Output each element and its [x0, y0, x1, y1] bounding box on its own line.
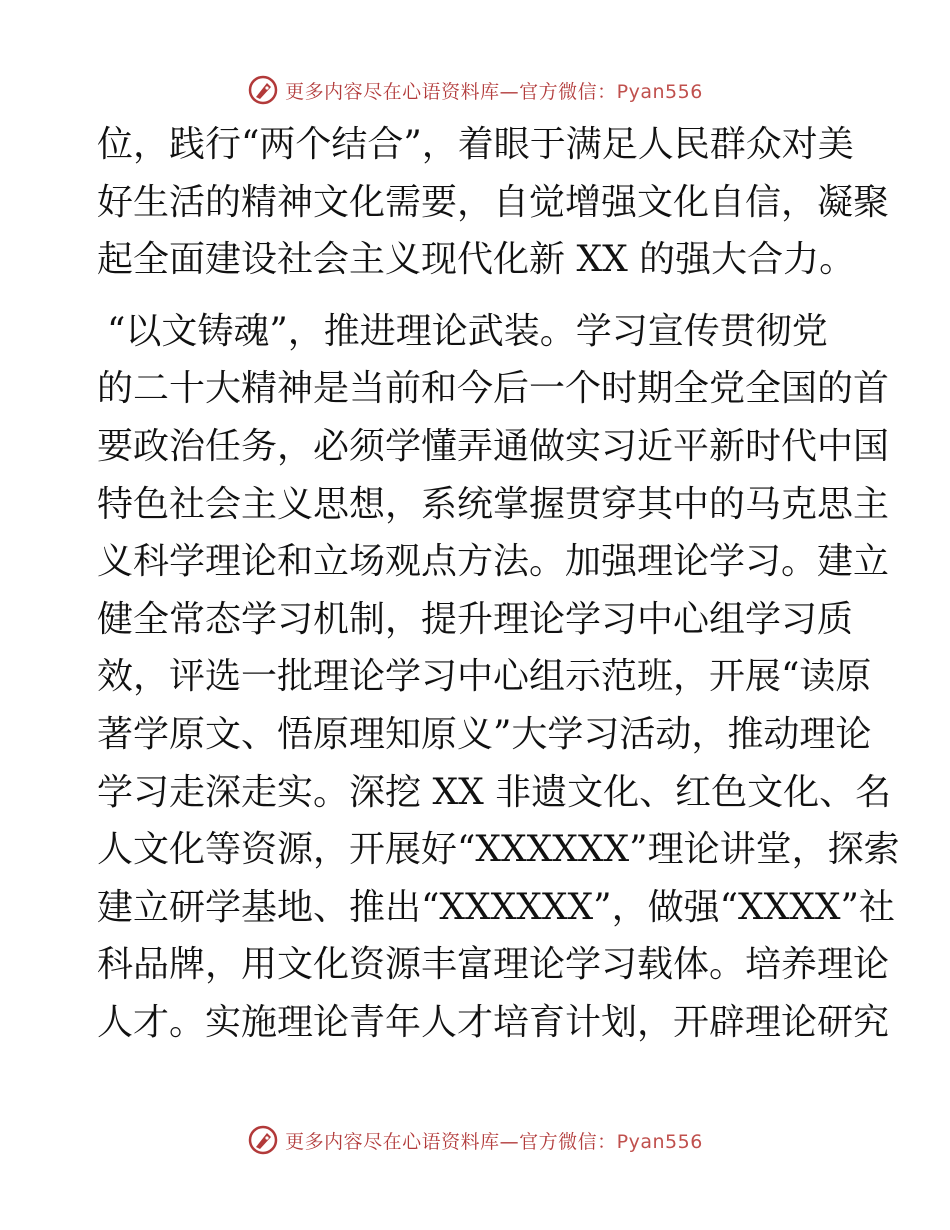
pen-nib-logo-icon: [247, 1124, 279, 1156]
paragraph-2: [97, 303, 900, 1052]
text-line: 著学原文、悟原理知原义”大学习活动，推动理论: [97, 713, 872, 755]
text-line: 人才。实施理论青年人才培育计划，开辟理论研究: [97, 1001, 890, 1043]
text-line: 起全面建设社会主义现代化新 XX 的强大合力。: [97, 239, 856, 281]
pen-nib-logo-icon: [247, 74, 279, 106]
text-line: 人文化等资源，开展好“XXXXXX”理论讲堂，探索: [97, 829, 900, 871]
header-watermark: [0, 70, 950, 110]
text-line: 位，践行“两个结合”，着眼于满足人民群众对美: [97, 124, 854, 165]
text-line: 健全常态学习机制，提升理论学习中心组学习质: [97, 598, 854, 640]
text-line: 科品牌，用文化资源丰富理论学习载体。培养理论: [97, 944, 890, 986]
text-line: 学习走深走实。深挖 XX 非遗文化、红色文化、名: [97, 771, 892, 813]
footer-watermark-text: 更多内容尽在心语资料库—官方微信：Pyan556: [285, 1130, 703, 1153]
footer-watermark: [0, 1120, 950, 1160]
paragraph-1: [97, 116, 890, 289]
text-line: 效，评选一批理论学习中心组示范班，开展“读原: [97, 656, 872, 698]
text-line: 好生活的精神文化需要，自觉增强文化自信，凝聚: [97, 181, 890, 223]
text-line: 的二十大精神是当前和今后一个时期全党全国的首: [97, 368, 890, 410]
header-wechat-account: Pyan556: [616, 80, 703, 103]
document-body: [97, 116, 900, 1052]
text-line: 建立研学基地、推出“XXXXXX”，做强“XXXX”社: [97, 886, 895, 928]
header-watermark-text: 更多内容尽在心语资料库—官方微信：Pyan556: [285, 80, 703, 103]
text-line: “以文铸魂”，推进理论武装。学习宣传贯彻党: [107, 310, 828, 352]
footer-wechat-account: Pyan556: [616, 1130, 703, 1153]
text-line: 义科学理论和立场观点方法。加强理论学习。建立: [97, 541, 890, 583]
text-line: 特色社会主义思想，系统掌握贯穿其中的马克思主: [97, 483, 890, 525]
text-line: 要政治任务，必须学懂弄通做实习近平新时代中国: [97, 425, 890, 467]
